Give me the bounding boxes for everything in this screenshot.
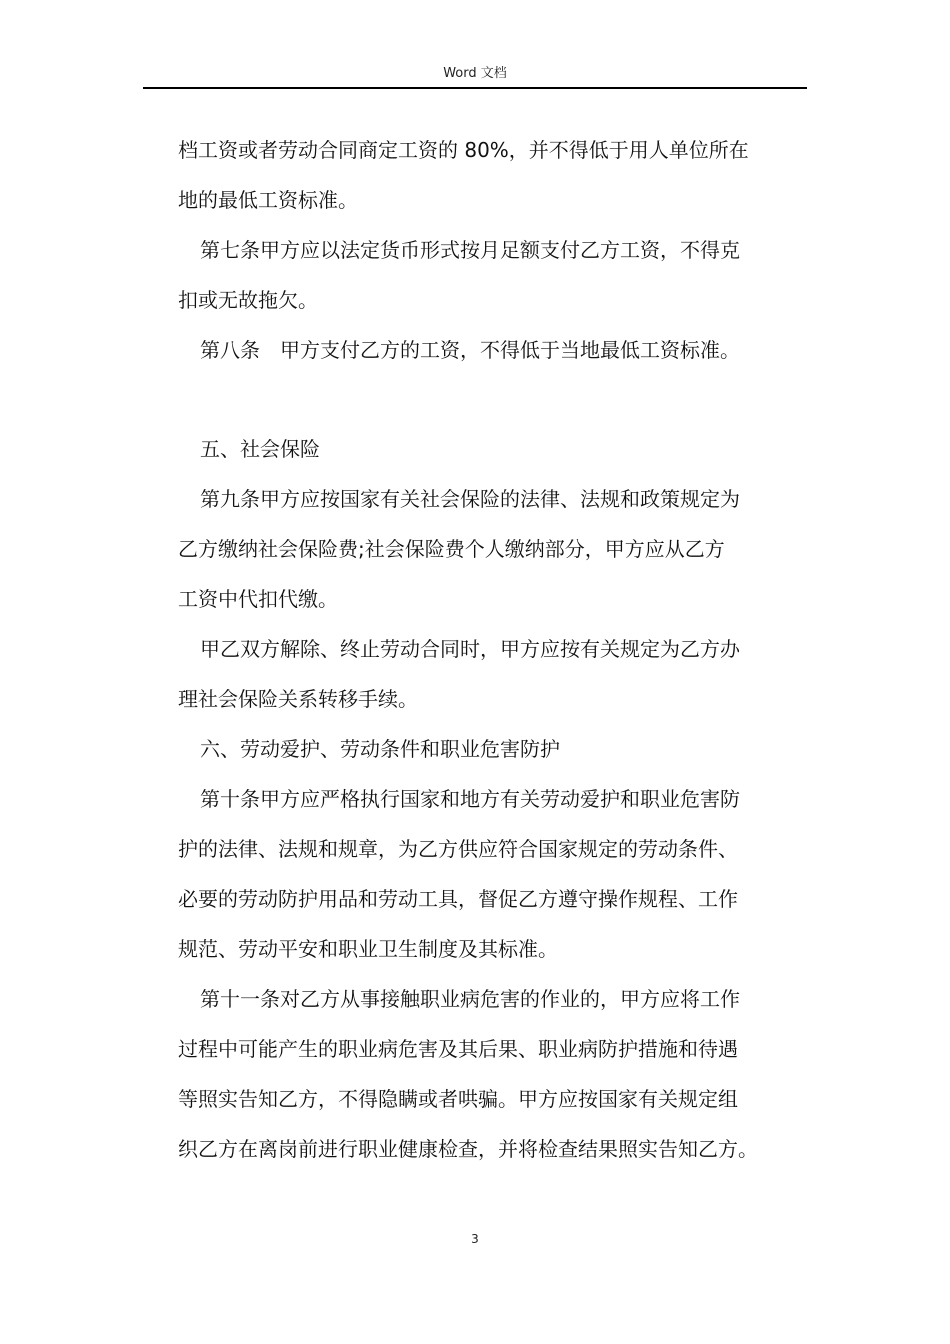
body-line: 甲乙双方解除、终止劳动合同时，甲方应按有关规定为乙方办 (200, 637, 740, 661)
page-header-title: Word 文档 (443, 66, 507, 81)
body-line: 等照实告知乙方，不得隐瞒或者哄骗。甲方应按国家有关规定组 (178, 1087, 738, 1111)
page-number: 3 (471, 1232, 479, 1246)
body-line: 过程中可能产生的职业病危害及其后果、职业病防护措施和待遇 (178, 1037, 738, 1061)
body-line: 地的最低工资标准。 (178, 188, 358, 212)
section-heading: 五、社会保险 (200, 437, 320, 461)
body-line: 档工资或者劳动合同商定工资的 80%，并不得低于用人单位所在 (178, 138, 749, 162)
body-line: 必要的劳动防护用品和劳动工具，督促乙方遵守操作规程、工作 (178, 887, 738, 911)
body-line: 扣或无故拖欠。 (178, 288, 318, 312)
body-line: 护的法律、法规和规章，为乙方供应符合国家规定的劳动条件、 (178, 837, 738, 861)
body-line: 第九条甲方应按国家有关社会保险的法律、法规和政策规定为 (200, 487, 740, 511)
body-line: 理社会保险关系转移手续。 (178, 687, 418, 711)
body-line: 乙方缴纳社会保险费;社会保险费个人缴纳部分，甲方应从乙方 (178, 537, 725, 561)
body-line: 第八条 甲方支付乙方的工资，不得低于当地最低工资标准。 (200, 338, 740, 362)
body-line: 织乙方在离岗前进行职业健康检查，并将检查结果照实告知乙方。 (178, 1137, 758, 1161)
body-line: 第十一条对乙方从事接触职业病危害的作业的，甲方应将工作 (200, 987, 740, 1011)
body-line: 第七条甲方应以法定货币形式按月足额支付乙方工资，不得克 (200, 238, 740, 262)
header-divider (143, 87, 807, 89)
body-line: 规范、劳动平安和职业卫生制度及其标准。 (178, 937, 558, 961)
section-heading: 六、劳动爱护、劳动条件和职业危害防护 (200, 737, 560, 761)
body-line: 工资中代扣代缴。 (178, 587, 338, 611)
body-line: 第十条甲方应严格执行国家和地方有关劳动爱护和职业危害防 (200, 787, 740, 811)
